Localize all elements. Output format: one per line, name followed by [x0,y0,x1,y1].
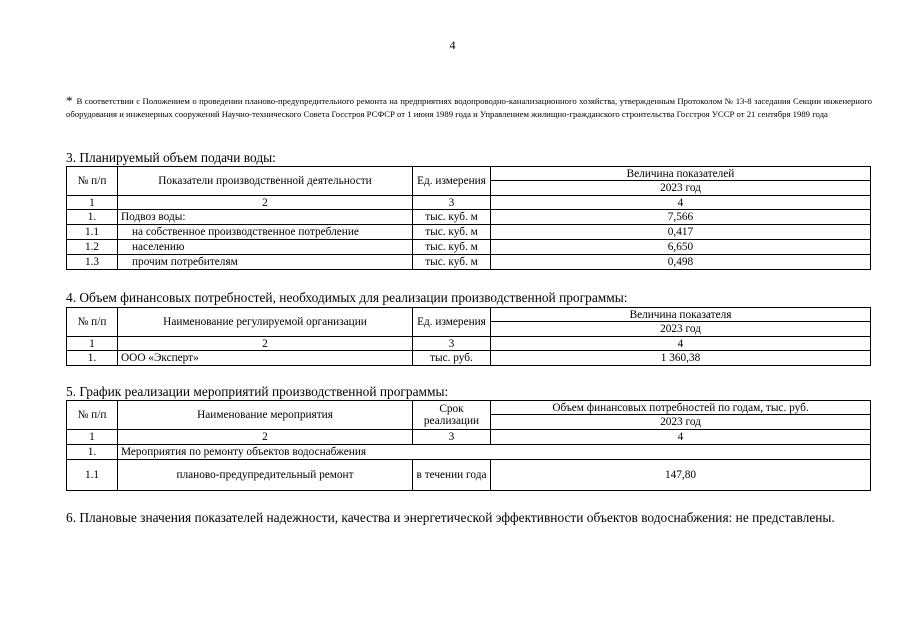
row-value: 0,417 [491,225,871,240]
row-value: 147,80 [491,460,871,491]
table-row [67,210,871,225]
events-schedule-table [66,400,871,491]
table-row [67,240,871,255]
header-num: № п/п [67,308,118,337]
index-cell: 4 [491,196,871,210]
header-org: Наименование регулируемой организации [118,308,413,337]
table-row [67,351,871,366]
row-value: 1 360,38 [491,351,871,366]
table-row [67,460,871,491]
row-unit: тыс. куб. м [413,210,491,225]
water-supply-table [66,166,871,270]
index-cell: 2 [118,430,413,445]
table-row [67,255,871,270]
footnote-text: В соответствии с Положением о проведении планово-предупредительного ремонта на предприятиях водопроводно-канализационного хозяйства, утвержденным Протоколом № 13-8 заседания Секции инженерного оборудования и инженерных сооружений Научно-технического Совета Госстроя РСФСР от 1 июня 1989 года и Управлением жилищно-гражданского строительства Госстроя УССР от 21 сентября 1989 года [66,96,872,119]
index-cell: 4 [491,337,871,351]
index-cell: 1 [67,337,118,351]
row-value: 7,566 [491,210,871,225]
header-year: 2023 год [491,415,871,430]
header-value-group: Объем финансовых потребностей по годам, тыс. руб. [491,401,871,415]
row-num: 1.3 [67,255,118,270]
group-row [67,445,871,460]
row-unit: тыс. куб. м [413,240,491,255]
index-cell: 1 [67,196,118,210]
header-num: № п/п [67,401,118,430]
group-row-name: Мероприятия по ремонту объектов водоснабжения [118,445,871,460]
header-indicator: Показатели производственной деятельности [118,167,413,196]
header-num: № п/п [67,167,118,196]
header-term: Срок реализации [413,401,491,430]
row-num: 1. [67,351,118,366]
header-year: 2023 год [491,181,871,196]
row-name: планово-предупредительный ремонт [118,460,413,491]
header-event: Наименование мероприятия [118,401,413,430]
page-number: 4 [449,38,456,52]
row-name: ООО «Эксперт» [118,351,413,366]
row-num: 1.2 [67,240,118,255]
row-num: 1. [67,210,118,225]
index-cell: 2 [118,196,413,210]
row-num: 1.1 [67,460,118,491]
section-4-title: 4. Объем финансовых потребностей, необходимых для реализации производственной программы: [66,290,628,305]
header-value-group: Величина показателя [491,308,871,322]
table-row [67,225,871,240]
financial-needs-table [66,307,871,366]
row-num: 1.1 [67,225,118,240]
index-cell: 1 [67,430,118,445]
header-unit: Ед. измерения [413,167,491,196]
section-3-title: 3. Планируемый объем подачи воды: [66,150,276,165]
row-unit: тыс. руб. [413,351,491,366]
index-cell: 3 [413,196,491,210]
row-name: населению [118,240,413,255]
row-name: Подвоз воды: [118,210,413,225]
row-value: 0,498 [491,255,871,270]
footnote [66,95,872,120]
index-cell: 2 [118,337,413,351]
footnote-marker: * [66,93,73,108]
header-unit: Ед. измерения [413,308,491,337]
index-cell: 3 [413,337,491,351]
section-5-title: 5. График реализации мероприятий производственной программы: [66,384,449,399]
row-num: 1. [67,445,118,460]
row-name: на собственное производственное потребление [118,225,413,240]
row-unit: тыс. куб. м [413,225,491,240]
header-value-group: Величина показателей [491,167,871,181]
index-cell: 3 [413,430,491,445]
header-year: 2023 год [491,322,871,337]
row-name: прочим потребителям [118,255,413,270]
row-term: в течении года [413,460,491,491]
section-6-text: 6. Плановые значения показателей надежности, качества и энергетической эффективности объектов водоснабжения: не представлены. [66,510,835,525]
index-cell: 4 [491,430,871,445]
row-unit: тыс. куб. м [413,255,491,270]
row-value: 6,650 [491,240,871,255]
